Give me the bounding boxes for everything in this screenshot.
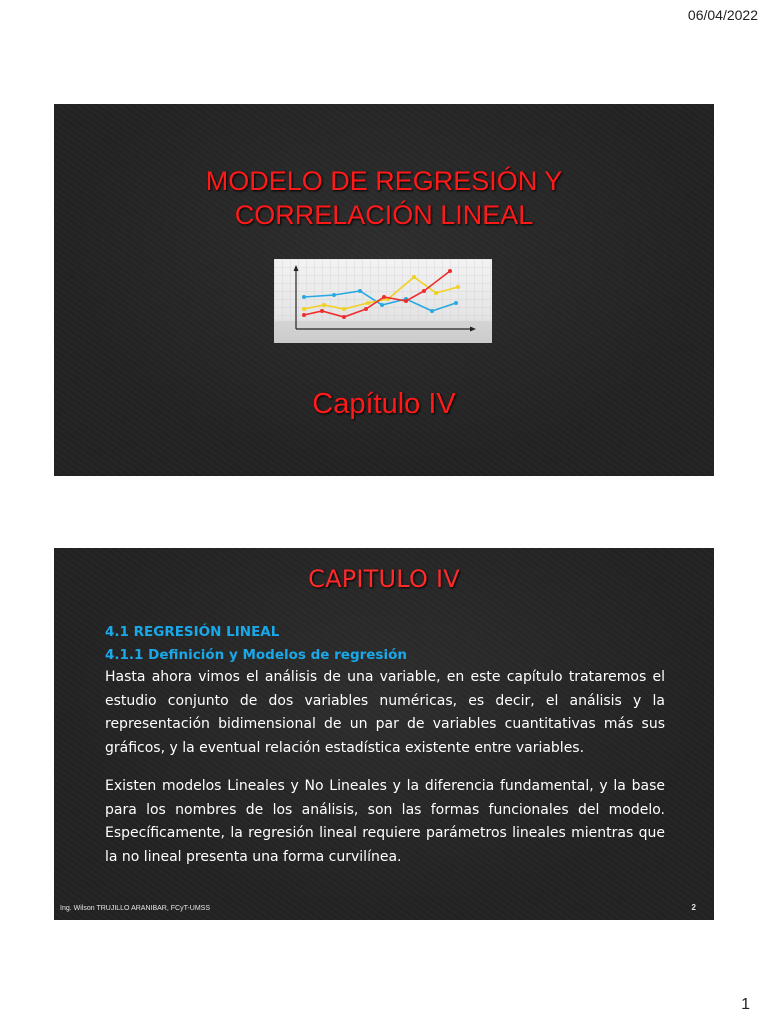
page-number: 1 (741, 996, 750, 1013)
slide-number: 2 (691, 903, 696, 912)
slide-footer-author: Ing. Wilson TRUJILLO ARANIBAR, FCyT-UMSS (60, 905, 211, 912)
slide-2-title: CAPITULO IV (308, 565, 460, 593)
slide-1-chapter: Capítulo IV (312, 388, 456, 420)
paragraph-1: Hasta ahora vimos el análisis de una variable, en este capítulo trataremos el estudio conjunto de dos variables numéricas, es decir, el análisis y la representación bidimensional de un par de variables cuantitativas más sus gráficos, y la eventual relación estadística existente entre variables. (105, 669, 665, 756)
section-heading: 4.1 REGRESIÓN LINEAL (105, 624, 280, 640)
slide-1-title (54, 164, 714, 232)
subsection-heading: 4.1.1 Definición y Modelos de regresión (105, 647, 407, 663)
slide-1-title-line-1: MODELO DE REGRESIÓN Y (205, 166, 563, 196)
line-chart-illustration (274, 259, 492, 343)
slide-1 (54, 104, 714, 476)
page-date: 06/04/2022 (687, 7, 758, 23)
paragraph-2: Existen modelos Lineales y No Lineales y la diferencia fundamental, y la base para los nombres de los análisis, son las formas funcionales del modelo. Específicamente, la regresión lineal requiere parámetros lineales mientras que la no lineal presenta una forma curvilínea. (105, 778, 665, 865)
slide-1-title-line-2: CORRELACIÓN LINEAL (234, 200, 534, 230)
slide-2 (54, 548, 714, 920)
